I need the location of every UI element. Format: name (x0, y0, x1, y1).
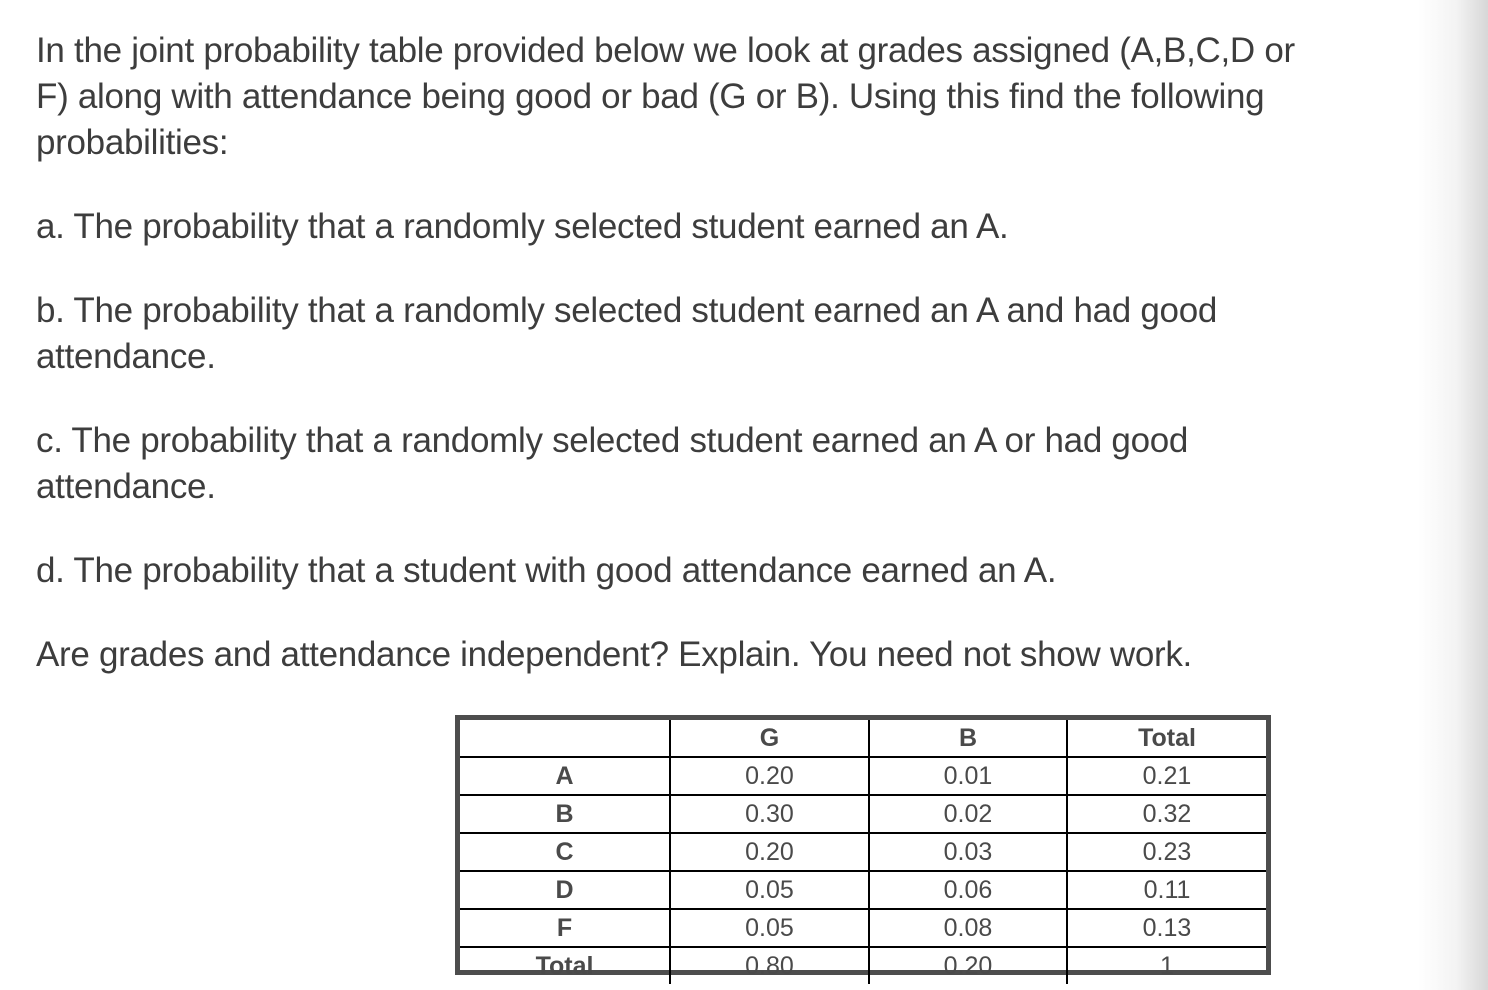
cell-b: 0.20 (869, 947, 1067, 984)
question-a (36, 204, 1008, 250)
table-total-row (460, 947, 1266, 984)
cell-total: 1 (1067, 947, 1266, 984)
cell-g: 0.80 (670, 947, 869, 984)
page-edge-shadow (1418, 0, 1488, 990)
table-row (460, 833, 1266, 871)
cell-b: 0.08 (869, 909, 1067, 947)
cell-g: 0.05 (670, 909, 869, 947)
cell-g: 0.20 (670, 833, 869, 871)
row-label: C (460, 833, 670, 871)
cell-b: 0.06 (869, 871, 1067, 909)
row-label: Total (460, 947, 670, 984)
problem-intro (36, 28, 1295, 166)
row-label: D (460, 871, 670, 909)
question-b (36, 288, 1217, 380)
table-row (460, 757, 1266, 795)
cell-b: 0.02 (869, 795, 1067, 833)
question-line: d. The probability that a student with good attendance earned an A. (36, 551, 1057, 590)
cell-total: 0.32 (1067, 795, 1266, 833)
question-d (36, 548, 1056, 594)
cell-total: 0.21 (1067, 757, 1266, 795)
cell-g: 0.05 (670, 871, 869, 909)
question-line: c. The probability that a randomly selected student earned an A or had good (36, 421, 1189, 460)
header-good-attendance: G (670, 720, 869, 757)
table-row (460, 909, 1266, 947)
table-row (460, 795, 1266, 833)
question-c (36, 418, 1188, 510)
cell-total: 0.23 (1067, 833, 1266, 871)
cell-b: 0.03 (869, 833, 1067, 871)
cell-g: 0.20 (670, 757, 869, 795)
cell-b: 0.01 (869, 757, 1067, 795)
row-label: A (460, 757, 670, 795)
header-bad-attendance: B (869, 720, 1067, 757)
header-corner (460, 720, 670, 757)
table-row (460, 871, 1266, 909)
cell-g: 0.30 (670, 795, 869, 833)
row-label: B (460, 795, 670, 833)
joint-probability-table (455, 715, 1271, 980)
table-header-row (460, 720, 1266, 757)
cell-total: 0.11 (1067, 871, 1266, 909)
independence-question (36, 632, 1192, 678)
question-line: attendance. (36, 467, 216, 506)
question-line: Are grades and attendance independent? Explain. You need not show work. (36, 635, 1192, 674)
header-total: Total (1067, 720, 1266, 757)
probability-table-grid (460, 720, 1266, 984)
question-line: attendance. (36, 337, 216, 376)
question-line: a. The probability that a randomly selected student earned an A. (36, 207, 1009, 246)
cell-total: 0.13 (1067, 909, 1266, 947)
row-label: F (460, 909, 670, 947)
intro-line: In the joint probability table provided below we look at grades assigned (A,B,C,D or (36, 31, 1295, 70)
intro-line: F) along with attendance being good or bad (G or B). Using this find the following (36, 77, 1265, 116)
intro-line: probabilities: (36, 123, 229, 162)
question-line: b. The probability that a randomly selected student earned an A and had good (36, 291, 1218, 330)
